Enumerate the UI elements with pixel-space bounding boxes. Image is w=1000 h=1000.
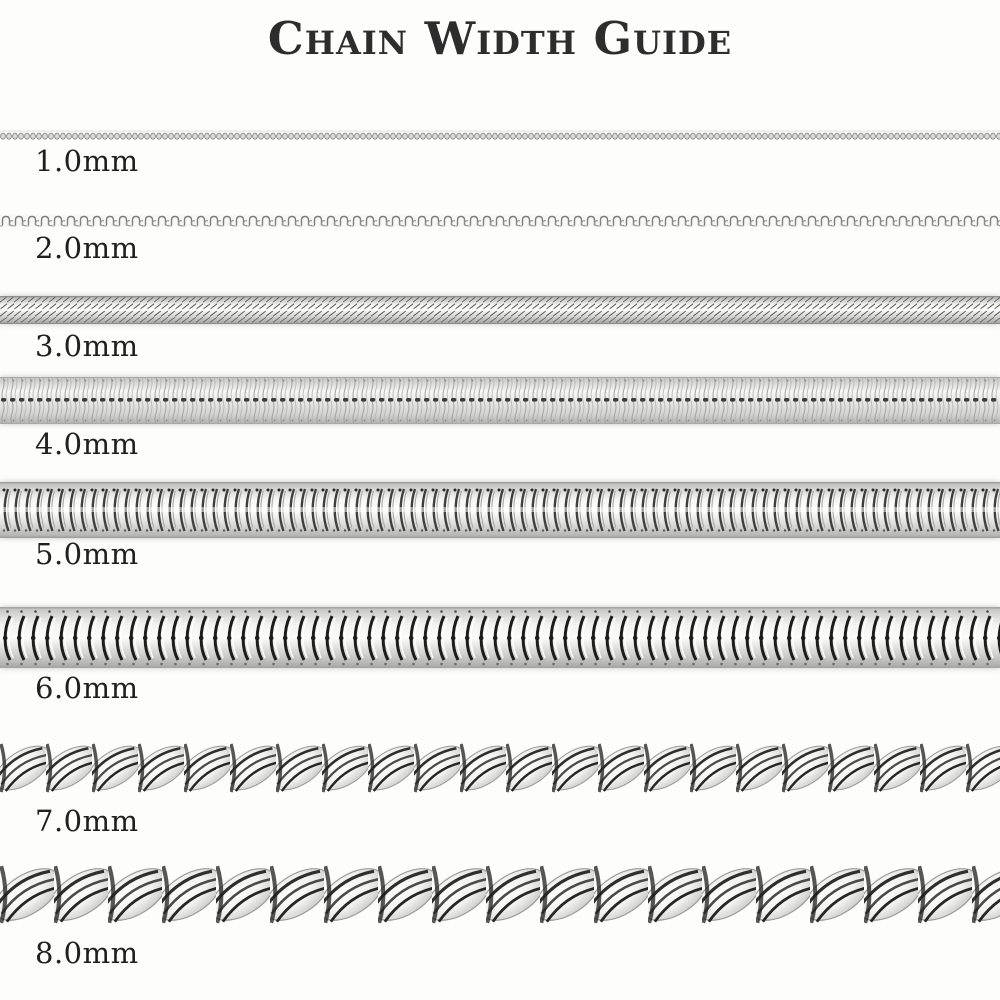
chain-width-label: 6.0mm <box>35 671 139 705</box>
chain-image-1mm-box-chain <box>0 130 1000 140</box>
chain-image-5mm-snake-chain <box>0 482 1000 538</box>
chain-width-label: 4.0mm <box>35 427 139 461</box>
chain-width-label: 7.0mm <box>35 804 139 838</box>
chain-image-3mm-snake-chain <box>0 296 1000 324</box>
page-title: Chain Width Guide <box>267 12 733 65</box>
chain-image-7mm-rope-chain <box>0 732 1000 802</box>
chain-image-6mm-snake-chain <box>0 607 1000 668</box>
chain-width-label: 8.0mm <box>35 936 139 970</box>
chain-width-label: 1.0mm <box>35 144 139 178</box>
chain-image-4mm-snake-chain <box>0 377 1000 424</box>
chain-width-label: 3.0mm <box>35 329 139 363</box>
chain-image-8mm-rope-chain <box>0 852 1000 937</box>
chain-width-label: 5.0mm <box>35 537 139 571</box>
chain-width-label: 2.0mm <box>35 231 139 265</box>
chain-image-2mm-box-chain <box>0 212 1000 229</box>
